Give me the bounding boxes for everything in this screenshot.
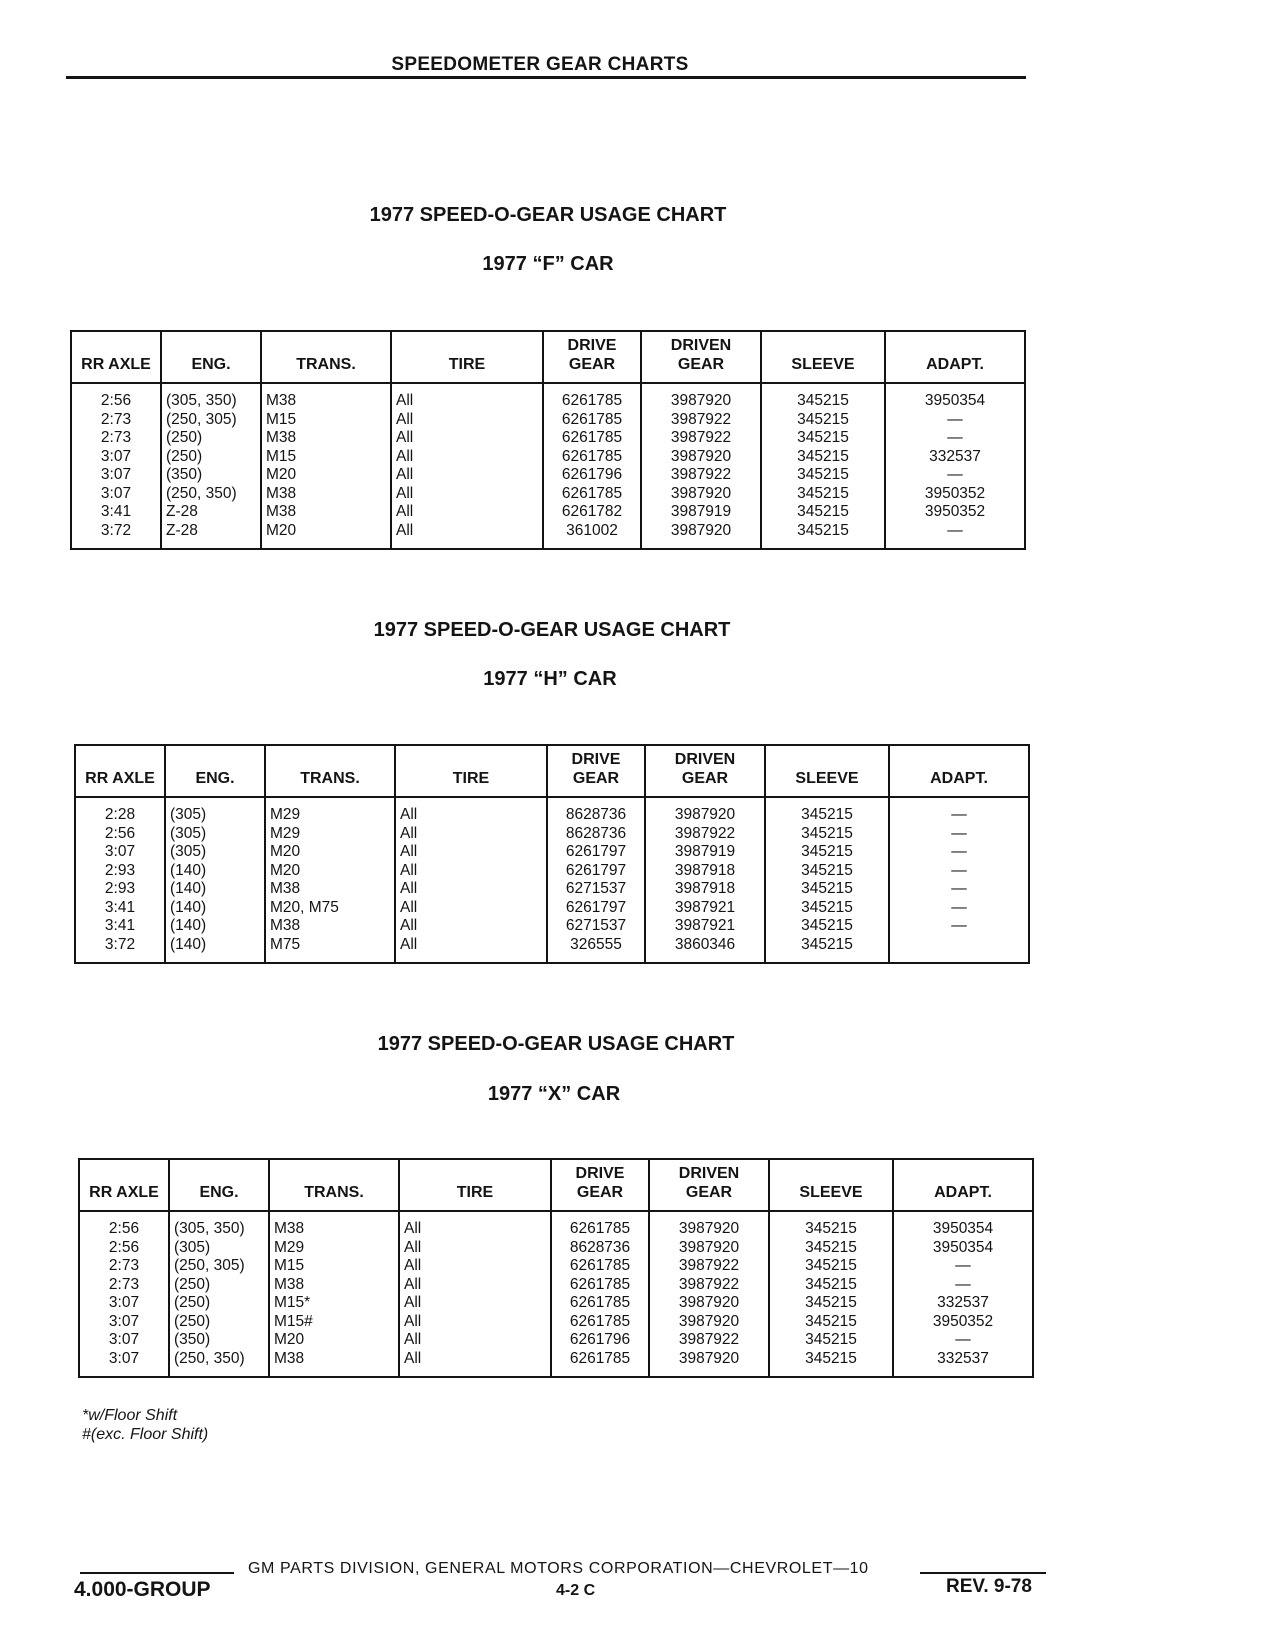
cell-sleeve: 345215 [805, 1349, 857, 1367]
cell-driven-gear: 3987921 [674, 917, 736, 934]
cell-driven-gear: 3987920 [678, 1312, 740, 1330]
page-header-title: SPEEDOMETER GEAR CHARTS [391, 54, 689, 75]
cell-adapter: 3950352 [932, 1312, 994, 1330]
cell-sleeve: 345215 [805, 1312, 857, 1330]
header-drive-gear [547, 745, 645, 797]
cell-engine: (140) [170, 935, 207, 953]
cell-rr-axle: 2:73 [100, 410, 132, 428]
header-rr-axle [79, 1159, 169, 1211]
header-adapter-text: ADAPT. [934, 1184, 992, 1201]
cell-sleeve: 345215 [797, 466, 849, 483]
cell-transmission: M75 [270, 935, 301, 953]
header-drive-gear-text: DRIVE [571, 751, 621, 768]
cell-driven-gear: 3987920 [674, 806, 736, 823]
cell-drive-gear: 6261785 [569, 1257, 631, 1274]
column-transmission [261, 383, 391, 549]
cell-adapter: 3950354 [924, 392, 986, 409]
column-transmission [265, 797, 395, 963]
cell-adapter: — [947, 521, 963, 539]
cell-transmission: M15 [266, 410, 297, 428]
cell-transmission: M15 [266, 447, 297, 465]
chart-title-x: 1977 SPEED-O-GEAR USAGE CHART [377, 1033, 735, 1055]
cell-sleeve: 345215 [805, 1220, 857, 1237]
cell-drive-gear: 6271537 [565, 917, 627, 934]
cell-engine: (250) [166, 447, 203, 465]
cell-drive-gear: 6261785 [569, 1349, 631, 1367]
header-engine-text: ENG. [191, 356, 231, 373]
cell-tire: All [396, 484, 414, 502]
cell-engine: (140) [170, 861, 207, 879]
cell-adapter: — [951, 861, 967, 879]
cell-driven-gear: 3987919 [670, 503, 732, 520]
header-adapter-text: ADAPT. [926, 356, 984, 373]
header-sleeve-text: SLEEVE [791, 356, 855, 373]
cell-drive-gear: 6261785 [561, 447, 623, 465]
cell-sleeve: 345215 [797, 410, 849, 428]
cell-drive-gear: 6261797 [565, 898, 627, 916]
table-header-row [75, 745, 1029, 797]
header-transmission-text: TRANS. [300, 770, 360, 787]
cell-rr-axle: 2:73 [100, 429, 132, 446]
cell-driven-gear: 3987921 [674, 898, 736, 916]
cell-drive-gear: 8628736 [569, 1238, 631, 1256]
cell-sleeve: 345215 [805, 1275, 857, 1293]
cell-transmission: M20 [274, 1331, 305, 1348]
cell-engine: (140) [170, 898, 207, 916]
cell-tire: All [404, 1275, 422, 1293]
cell-rr-axle: 3:41 [104, 898, 136, 916]
cell-driven-gear: 3987920 [678, 1238, 740, 1256]
column-driven-gear [645, 797, 765, 963]
header-sleeve [769, 1159, 893, 1211]
header-engine-text: ENG. [199, 1184, 239, 1201]
cell-rr-axle: 3:07 [108, 1312, 140, 1330]
cell-transmission: M38 [266, 484, 297, 502]
cell-rr-axle: 3:72 [104, 935, 136, 953]
header-sleeve [761, 331, 885, 383]
cell-rr-axle: 3:07 [104, 843, 136, 860]
cell-engine: (250, 305) [174, 1257, 245, 1274]
cell-engine: (250, 350) [166, 484, 237, 502]
usage-table-x [78, 1158, 1034, 1378]
cell-transmission: M29 [274, 1238, 305, 1256]
header-transmission [261, 331, 391, 383]
header-sleeve [765, 745, 889, 797]
cell-sleeve: 345215 [801, 898, 853, 916]
column-engine [169, 1211, 269, 1377]
column-drive-gear [547, 797, 645, 963]
header-rr-axle-text: RR AXLE [85, 770, 155, 787]
cell-driven-gear: 3860346 [674, 935, 736, 953]
footnote-exc-floor-shift: #(exc. Floor Shift) [82, 1426, 209, 1443]
header-adapter-text: ADAPT. [930, 770, 988, 787]
cell-drive-gear: 6261785 [569, 1294, 631, 1311]
cell-sleeve: 345215 [801, 917, 853, 934]
column-tire [395, 797, 547, 963]
cell-tire: All [396, 410, 414, 428]
cell-transmission: M15# [274, 1312, 313, 1330]
cell-rr-axle: 2:93 [104, 861, 136, 879]
cell-drive-gear: 8628736 [565, 806, 627, 823]
cell-adapter: — [947, 466, 963, 483]
cell-tire: All [400, 898, 418, 916]
cell-driven-gear: 3987918 [674, 861, 736, 879]
footer-rule-right [920, 1572, 1046, 1574]
cell-adapter: — [947, 429, 963, 446]
cell-tire: All [396, 503, 414, 520]
header-engine [169, 1159, 269, 1211]
cell-rr-axle: 2:56 [104, 824, 136, 842]
cell-drive-gear: 6261785 [561, 392, 623, 409]
cell-sleeve: 345215 [801, 880, 853, 897]
cell-tire: All [396, 466, 414, 483]
footer-rule-left [80, 1572, 234, 1574]
footer-revision: REV. 9-78 [946, 1576, 1032, 1597]
cell-adapter [894, 936, 1024, 955]
cell-engine: (350) [166, 466, 203, 483]
cell-transmission: M20 [266, 466, 297, 483]
column-adapter [893, 1211, 1033, 1377]
header-tire-text: TIRE [448, 356, 486, 373]
cell-driven-gear: 3987918 [674, 880, 736, 897]
column-engine [161, 383, 261, 549]
column-adapter [889, 797, 1029, 963]
cell-driven-gear: 3987922 [670, 429, 732, 446]
usage-table-h [74, 744, 1030, 964]
header-driven-gear-text: DRIVEN [678, 1165, 740, 1182]
cell-sleeve: 345215 [805, 1238, 857, 1256]
cell-engine: (250, 350) [174, 1349, 245, 1367]
column-sleeve [769, 1211, 893, 1377]
column-adapter [885, 383, 1025, 549]
chart-subtitle-h: 1977 “H” CAR [483, 668, 617, 690]
column-tire [391, 383, 543, 549]
cell-transmission: M20 [270, 861, 301, 879]
cell-tire: All [400, 824, 418, 842]
cell-tire: All [404, 1331, 422, 1348]
cell-rr-axle: 2:73 [108, 1257, 140, 1274]
cell-adapter: — [951, 806, 967, 823]
cell-sleeve: 345215 [797, 392, 849, 409]
cell-transmission: M20 [266, 521, 297, 539]
cell-drive-gear: 6261796 [569, 1331, 631, 1348]
cell-transmission: M38 [270, 917, 301, 934]
cell-transmission: M15 [274, 1257, 305, 1274]
cell-tire: All [404, 1257, 422, 1274]
cell-sleeve: 345215 [805, 1331, 857, 1348]
cell-engine: (140) [170, 880, 207, 897]
header-transmission [269, 1159, 399, 1211]
table-body-row [79, 1211, 1033, 1377]
cell-driven-gear: 3987920 [670, 447, 732, 465]
header-rr-axle-text: RR AXLE [89, 1184, 159, 1201]
column-rr-axle [79, 1211, 169, 1377]
cell-rr-axle: 2:56 [100, 392, 132, 409]
cell-rr-axle: 2:93 [104, 880, 136, 897]
cell-tire: All [400, 861, 418, 879]
column-driven-gear [649, 1211, 769, 1377]
cell-drive-gear: 6261785 [569, 1275, 631, 1293]
cell-tire: All [396, 447, 414, 465]
header-rr-axle [71, 331, 161, 383]
cell-drive-gear: 6271537 [565, 880, 627, 897]
cell-driven-gear: 3987920 [670, 521, 732, 539]
cell-drive-gear: 6261785 [561, 484, 623, 502]
cell-engine: (140) [170, 917, 207, 934]
column-drive-gear [551, 1211, 649, 1377]
header-engine [161, 331, 261, 383]
cell-engine: (250) [174, 1275, 211, 1293]
cell-driven-gear: 3987922 [670, 466, 732, 483]
cell-sleeve: 345215 [801, 824, 853, 842]
cell-drive-gear: 6261785 [569, 1220, 631, 1237]
cell-adapter: — [951, 880, 967, 897]
cell-sleeve: 345215 [797, 484, 849, 502]
cell-drive-gear: 6261782 [561, 503, 623, 520]
cell-drive-gear: 361002 [566, 521, 618, 539]
table-body-row [75, 797, 1029, 963]
cell-driven-gear: 3987920 [670, 392, 732, 409]
cell-engine: (250) [174, 1312, 211, 1330]
cell-adapter: — [951, 917, 967, 934]
cell-tire: All [404, 1349, 422, 1367]
cell-transmission: M20, M75 [270, 898, 339, 916]
cell-adapter: 3950354 [932, 1238, 994, 1256]
cell-adapter: 332537 [937, 1349, 989, 1367]
usage-table-f [70, 330, 1026, 550]
header-drive-gear-text: GEAR [568, 356, 616, 373]
column-rr-axle [71, 383, 161, 549]
chart-subtitle-x: 1977 “X” CAR [487, 1083, 621, 1105]
column-sleeve [761, 383, 885, 549]
cell-adapter: 3950352 [924, 484, 986, 502]
cell-tire: All [404, 1220, 422, 1237]
cell-transmission: M38 [266, 503, 297, 520]
cell-engine: (305) [170, 824, 207, 842]
chart-subtitle-f: 1977 “F” CAR [482, 253, 614, 275]
cell-rr-axle: 3:72 [100, 521, 132, 539]
cell-adapter: — [951, 824, 967, 842]
cell-adapter: — [955, 1275, 971, 1293]
header-tire [395, 745, 547, 797]
cell-driven-gear: 3987922 [678, 1275, 740, 1293]
cell-engine: (250) [174, 1294, 211, 1311]
header-driven-gear-text: DRIVEN [674, 751, 736, 768]
cell-transmission: M38 [270, 880, 301, 897]
cell-tire: All [404, 1312, 422, 1330]
header-transmission-text: TRANS. [304, 1184, 364, 1201]
header-driven-gear [641, 331, 761, 383]
cell-tire: All [400, 880, 418, 897]
cell-sleeve: 345215 [801, 861, 853, 879]
column-drive-gear [543, 383, 641, 549]
header-sleeve-text: SLEEVE [795, 770, 859, 787]
cell-engine: (250) [166, 429, 203, 446]
cell-rr-axle: 3:07 [100, 447, 132, 465]
cell-transmission: M20 [270, 843, 301, 860]
column-driven-gear [641, 383, 761, 549]
header-drive-gear [551, 1159, 649, 1211]
cell-tire: All [404, 1294, 422, 1311]
cell-adapter: 332537 [937, 1294, 989, 1311]
cell-transmission: M38 [266, 429, 297, 446]
table-header-row [71, 331, 1025, 383]
header-drive-gear-text: GEAR [572, 770, 620, 787]
cell-adapter: 3950352 [924, 503, 986, 520]
footnotes [82, 1406, 208, 1444]
table-body-row [71, 383, 1025, 549]
header-transmission-text: TRANS. [296, 356, 356, 373]
cell-transmission: M29 [270, 824, 301, 842]
header-rr-axle [75, 745, 165, 797]
cell-engine: (350) [174, 1331, 211, 1348]
cell-engine: Z-28 [166, 521, 198, 539]
header-sleeve-text: SLEEVE [799, 1184, 863, 1201]
cell-transmission: M15* [274, 1294, 311, 1311]
column-tire [399, 1211, 551, 1377]
cell-tire: All [396, 521, 414, 539]
cell-sleeve: 345215 [797, 503, 849, 520]
cell-transmission: M38 [274, 1275, 305, 1293]
cell-rr-axle: 3:07 [100, 484, 132, 502]
cell-sleeve: 345215 [801, 935, 853, 953]
header-drive-gear-text: DRIVE [567, 337, 617, 354]
cell-engine: (305, 350) [166, 392, 237, 409]
cell-rr-axle: 2:28 [104, 806, 136, 823]
cell-adapter: — [955, 1331, 971, 1348]
cell-rr-axle: 3:07 [108, 1294, 140, 1311]
cell-drive-gear: 6261796 [561, 466, 623, 483]
chart-title-h: 1977 SPEED-O-GEAR USAGE CHART [373, 619, 731, 641]
cell-drive-gear: 6261785 [569, 1312, 631, 1330]
cell-engine: (250, 305) [166, 410, 237, 428]
header-driven-gear-text: GEAR [685, 1184, 733, 1201]
footnote-floor-shift: *w/Floor Shift [82, 1407, 178, 1424]
cell-rr-axle: 3:07 [100, 466, 132, 483]
cell-sleeve: 345215 [797, 429, 849, 446]
cell-transmission: M38 [266, 392, 297, 409]
cell-sleeve: 345215 [797, 521, 849, 539]
cell-tire: All [396, 429, 414, 446]
cell-driven-gear: 3987920 [678, 1294, 740, 1311]
cell-driven-gear: 3987922 [678, 1257, 740, 1274]
footer-group: 4.000-GROUP [74, 1578, 211, 1601]
cell-adapter: — [951, 843, 967, 860]
cell-engine: Z-28 [166, 503, 198, 520]
cell-transmission: M38 [274, 1349, 305, 1367]
cell-sleeve: 345215 [801, 843, 853, 860]
cell-driven-gear: 3987920 [678, 1220, 740, 1237]
header-driven-gear [649, 1159, 769, 1211]
footer-page-number: 4-2 C [556, 1582, 596, 1599]
column-engine [165, 797, 265, 963]
cell-drive-gear: 326555 [570, 935, 622, 953]
header-adapter [893, 1159, 1033, 1211]
cell-rr-axle: 2:56 [108, 1220, 140, 1237]
cell-tire: All [396, 392, 414, 409]
cell-engine: (305, 350) [174, 1220, 245, 1237]
cell-tire: All [400, 843, 418, 860]
cell-driven-gear: 3987919 [674, 843, 736, 860]
footer-division: GM PARTS DIVISION, GENERAL MOTORS CORPORATION—CHEVROLET—10 [248, 1560, 869, 1577]
cell-sleeve: 345215 [801, 806, 853, 823]
cell-tire: All [400, 935, 418, 953]
cell-driven-gear: 3987920 [678, 1349, 740, 1367]
header-driven-gear-text: GEAR [681, 770, 729, 787]
cell-adapter: — [951, 898, 967, 916]
header-engine-text: ENG. [195, 770, 235, 787]
cell-drive-gear: 6261785 [561, 429, 623, 446]
cell-adapter: — [947, 410, 963, 428]
header-tire [399, 1159, 551, 1211]
chart-title-f: 1977 SPEED-O-GEAR USAGE CHART [369, 204, 727, 226]
cell-engine: (305) [174, 1238, 211, 1256]
header-tire-text: TIRE [452, 770, 490, 787]
header-engine [165, 745, 265, 797]
cell-sleeve: 345215 [805, 1294, 857, 1311]
header-tire [391, 331, 543, 383]
cell-driven-gear: 3987920 [670, 484, 732, 502]
header-drive-gear-text: DRIVE [575, 1165, 625, 1182]
cell-drive-gear: 6261785 [561, 410, 623, 428]
cell-rr-axle: 3:07 [108, 1349, 140, 1367]
header-adapter [885, 331, 1025, 383]
cell-adapter: — [955, 1257, 971, 1274]
cell-sleeve: 345215 [797, 447, 849, 465]
column-sleeve [765, 797, 889, 963]
column-transmission [269, 1211, 399, 1377]
cell-adapter: 332537 [929, 447, 981, 465]
cell-driven-gear: 3987922 [674, 824, 736, 842]
cell-drive-gear: 6261797 [565, 843, 627, 860]
header-adapter [889, 745, 1029, 797]
cell-transmission: M29 [270, 806, 301, 823]
cell-adapter: 3950354 [932, 1220, 994, 1237]
cell-engine: (305) [170, 843, 207, 860]
cell-driven-gear: 3987922 [678, 1331, 740, 1348]
cell-rr-axle: 2:73 [108, 1275, 140, 1293]
header-drive-gear-text: GEAR [576, 1184, 624, 1201]
cell-drive-gear: 6261797 [565, 861, 627, 879]
cell-engine: (305) [170, 806, 207, 823]
cell-tire: All [400, 917, 418, 934]
cell-drive-gear: 8628736 [565, 824, 627, 842]
header-drive-gear [543, 331, 641, 383]
cell-sleeve: 345215 [805, 1257, 857, 1274]
cell-transmission: M38 [274, 1220, 305, 1237]
header-tire-text: TIRE [456, 1184, 494, 1201]
cell-tire: All [404, 1238, 422, 1256]
cell-rr-axle: 3:41 [104, 917, 136, 934]
header-transmission [265, 745, 395, 797]
header-driven-gear-text: GEAR [677, 356, 725, 373]
header-driven-gear-text: DRIVEN [670, 337, 732, 354]
cell-rr-axle: 2:56 [108, 1238, 140, 1256]
header-rr-axle-text: RR AXLE [81, 356, 151, 373]
cell-rr-axle: 3:07 [108, 1331, 140, 1348]
cell-rr-axle: 3:41 [100, 503, 132, 520]
cell-tire: All [400, 806, 418, 823]
cell-driven-gear: 3987922 [670, 410, 732, 428]
table-header-row [79, 1159, 1033, 1211]
header-driven-gear [645, 745, 765, 797]
header-rule [66, 76, 1026, 79]
column-rr-axle [75, 797, 165, 963]
